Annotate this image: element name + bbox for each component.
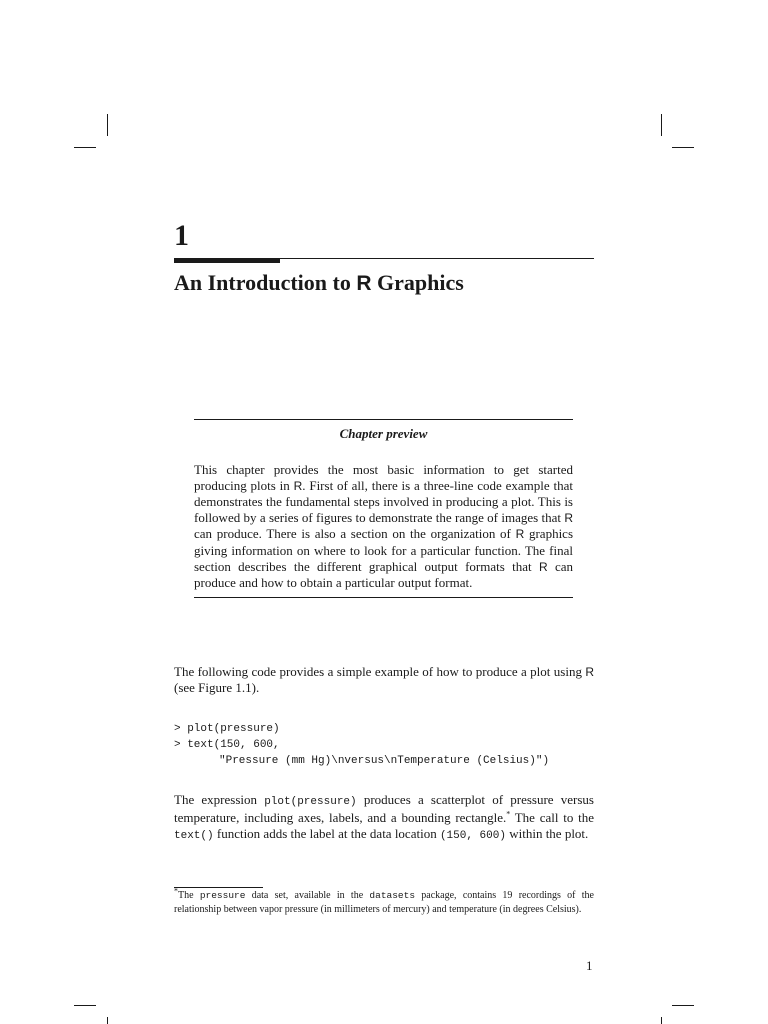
paragraph-text: produces a scatterplot of pressure versus temperature, including axes, labels, and a bounding rectangle. (174, 792, 594, 825)
crop-mark (107, 114, 108, 136)
chapter-preview-box (194, 419, 573, 598)
explanation-paragraph (174, 792, 594, 844)
chapter-preview-heading: Chapter preview (339, 426, 428, 441)
footnote (174, 886, 594, 917)
preview-text: . First of all, there is a three-line code example that demonstrates the fundamental steps involved in producing a plot. This is followed by a series of figures to demonstrate the range of images that (194, 477, 573, 525)
crop-mark (74, 1005, 96, 1006)
r-language-name: R (515, 527, 525, 542)
crop-mark (661, 114, 662, 136)
r-language-name: R (538, 559, 548, 574)
chapter-title (174, 268, 464, 299)
inline-code: text() (174, 830, 214, 842)
crop-mark (672, 147, 694, 148)
r-language-name: R (585, 665, 594, 679)
footnote-text: data set, available in the (245, 890, 370, 901)
code-line: > plot(pressure) (174, 723, 280, 735)
footnote-marker: * (174, 886, 178, 896)
intro-paragraph (174, 664, 594, 696)
inline-code: pressure (199, 890, 246, 901)
crop-mark (672, 1005, 694, 1006)
inline-code: datasets (369, 890, 416, 901)
inline-code: plot(pressure) (264, 796, 357, 808)
code-line: > text(150, 600, (174, 739, 280, 751)
paragraph-text: The expression (174, 792, 265, 807)
chapter-number: 1 (174, 219, 189, 252)
paragraph-text: The following code provides a simple example of how to produce a plot using (174, 664, 586, 679)
footnote-text: The (178, 890, 200, 901)
preview-text: can produce and how to obtain a particular output format. (194, 558, 573, 591)
crop-mark (107, 1017, 108, 1024)
paragraph-text: (see Figure 1.1). (174, 680, 260, 695)
chapter-title-text: An Introduction to (174, 270, 357, 295)
preview-text: This chapter provides the most basic information to get started producing plots in (194, 462, 573, 493)
footnote-marker: * (506, 809, 511, 819)
crop-mark (74, 147, 96, 148)
chapter-rule-accent (174, 258, 280, 263)
paragraph-text: The call to the (510, 810, 594, 825)
page-number: 1 (586, 958, 593, 973)
preview-text: graphics giving information on where to look for a particular function. The final section describes the different graphical output formats that (194, 526, 574, 574)
chapter-preview-text (194, 462, 573, 591)
paragraph-text: function adds the label at the data location (213, 826, 440, 841)
paragraph-text: within the plot. (505, 826, 589, 841)
r-language-name: R (564, 510, 573, 525)
r-language-name: R (293, 478, 303, 493)
crop-mark (661, 1017, 662, 1024)
r-language-name: R (356, 272, 372, 295)
chapter-title-text: Graphics (371, 270, 464, 295)
inline-code: (150, 600) (439, 830, 506, 842)
preview-text: can produce. There is also a section on the organization of (194, 526, 516, 542)
code-line: "Pressure (mm Hg)\nversus\nTemperature (Celsius)") (219, 755, 550, 767)
footnote-text: package, contains 19 recordings of the relationship between vapor pressure (in millimeters of mercury) and temperature (in degrees Celsius). (174, 890, 594, 915)
footnote-rule (174, 887, 263, 888)
